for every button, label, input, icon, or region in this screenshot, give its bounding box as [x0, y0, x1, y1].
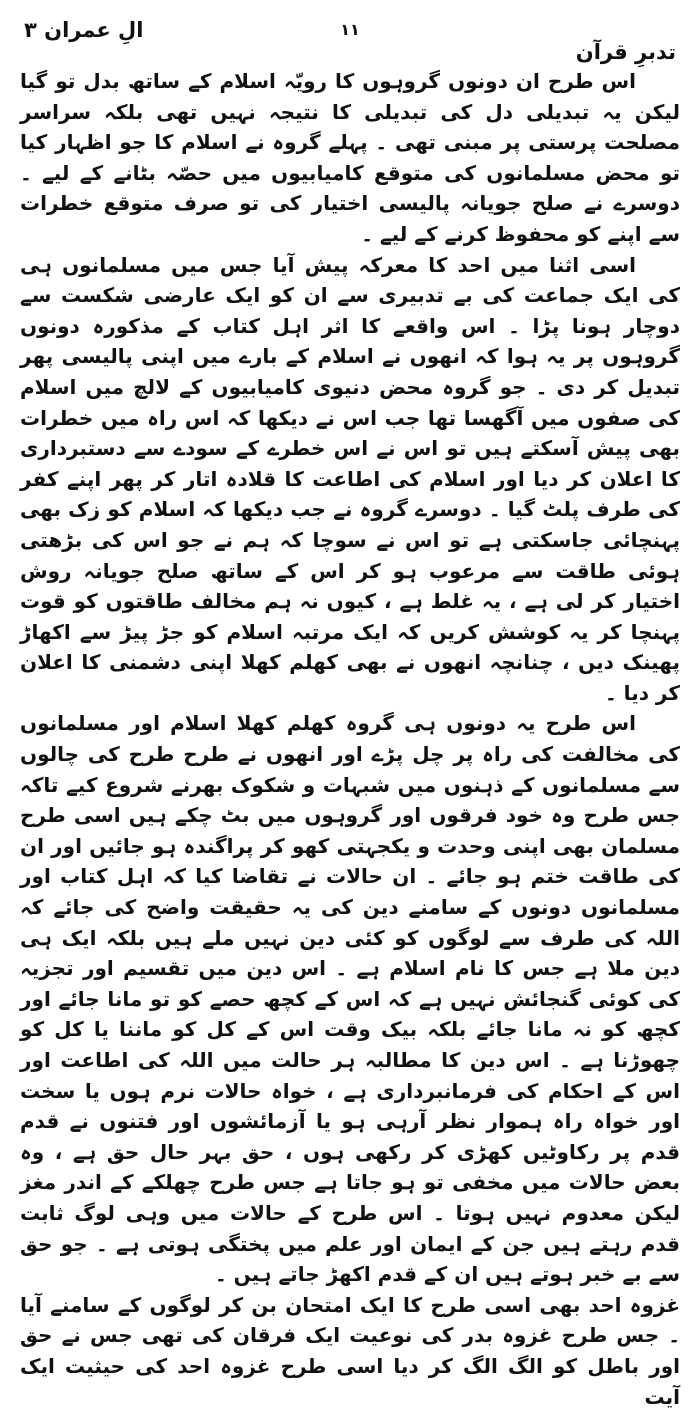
paragraph-4: غزوہ احد بھی اسی طرح کا ایک امتحان بن کر لوگوں کے سامنے آیا ۔ جس طرح غزوہ بدر کی نوعیت ایک فرقان کی تھی جس نے حق اور باطل کو الگ الگ کر دیا اسی طرح غزوہ احد کی حیثیت ایک آیت [20, 1292, 680, 1409]
page-number: ۱۱ [340, 20, 360, 39]
surah-name: الِ عمران ۳ [24, 18, 144, 42]
book-title: تدبرِ قرآن [575, 40, 676, 64]
paragraph-3: اس طرح یہ دونوں ہی گروہ کھلم کھلا اسلام اور مسلمانوں کی مخالفت کی راہ پر چل پڑے اور انھوں نے طرح طرح کی چالوں سے مسلمانوں کے ذہنوں میں شبہات و شکوک بھرنے شروع کیے تاکہ جس طرح وہ خود فرقوں اور گروہوں میں بٹ چکے ہیں اسی طرح مسلمان بھی اپنی وحدت و یکجہتی کھو کر پراگندہ ہو جائیں اور ان کی طاقت ختم ہو جائے ۔ ان حالات نے تقاضا کیا کہ اہل کتاب اور مسلمانوں دونوں کے سامنے دین کی یہ حقیقت واضح کی جائے کہ اللہ کی طرف سے لوگوں کو کئی دین نہیں ملے ہیں بلکہ ایک ہی دین ملا ہے جس کا نام اسلام ہے ۔ اس دین میں تقسیم اور تجزیہ کی کوئی گنجائش نہیں ہے کہ اس کے کچھ حصے کو تو مانا جائے اور کچھ کو نہ مانا جائے بلکہ بیک وقت اس کے کل کو ماننا یا کل کو چھوڑنا ہے ۔ اس دین کا مطالبہ ہر حالت میں اللہ کی اطاعت اور اس کے احکام کی فرمانبرداری ہے ، خواہ حالات نرم ہوں یا سخت اور خواہ راہ ہموار نظر آرہی ہو یا آزمائشوں اور فتنوں نے قدم قدم پر رکاوٹیں کھڑی کر رکھی ہوں ، حق بہر حال حق ہے ، وہ بعض حالات میں مخفی تو ہو جاتا ہے جس طرح چھلکے کے اندر مغز لیکن معدوم نہیں ہوتا ۔ اس طرح کے حالات میں وہی لوگ ثابت قدم رہتے ہیں جن کے ایمان اور علم میں پختگی ہوتی ہے ۔ جو حق سے بے خبر ہوتے ہیں ان کے قدم اکھڑ جاتے ہیں ۔ [20, 711, 680, 1287]
page-body [20, 66, 680, 1412]
paragraph-1: اس طرح ان دونوں گروہوں کا رویّہ اسلام کے ساتھ بدل تو گیا لیکن یہ تبدیلی دل کی تبدیلی کا نتیجہ نہیں تھی بلکہ سراسر مصلحت پرستی پر مبنی تھی ۔ پہلے گروہ نے اسلام کا جو اظہار کیا تو محض مسلمانوں کی متوقع کامیابیوں میں حصّہ بٹانے کے لیے ۔ دوسرے نے صلح جویانہ پالیسی اختیار کی تو صرف متوقع خطرات سے اپنے کو محفوظ کرنے کے لیے ۔ [20, 69, 680, 246]
page-header [20, 14, 680, 66]
paragraph-2: اسی اثنا میں احد کا معرکہ پیش آیا جس میں مسلمانوں ہی کی ایک جماعت کی بے تدبیری سے ان کو ایک عارضی شکست سے دوچار ہونا پڑا ۔ اس واقعے کا اثر اہل کتاب کے مذکورہ دونوں گروہوں پر یہ ہوا کہ انھوں نے اسلام کے بارے میں اپنی پالیسی پھر تبدیل کر دی ۔ جو گروہ محض دنیوی کامیابیوں کے لالچ میں اسلام کی صفوں میں آگھسا تھا جب اس نے دیکھا کہ اس راہ میں خطرات بھی پیش آسکتے ہیں تو اس نے اس خطرے کے سودے سے دستبرداری کا اعلان کر دیا اور اسلام کی اطاعت کا قلادہ اتار کر پھر اپنے کفر کی طرف پلٹ گیا ۔ دوسرے گروہ نے جب دیکھا کہ اسلام کو زک بھی پہنچائی جاسکتی ہے تو اس نے سوچا کہ ہم نے جو اس کی بڑھتی ہوئی طاقت سے مرعوب ہو کر اس کے ساتھ صلح جویانہ روش اختیار کر لی ہے ، یہ غلط ہے ، کیوں نہ ہم مخالف طاقتوں کو قوت پہنچا کر یہ کوشش کریں کہ ایک مرتبہ اسلام کو جڑ پیڑ سے اکھاڑ پھینک دیں ، چنانچہ انھوں نے بھی کھلم کھلا اپنی دشمنی کا اعلان کر دیا ۔ [20, 252, 680, 705]
